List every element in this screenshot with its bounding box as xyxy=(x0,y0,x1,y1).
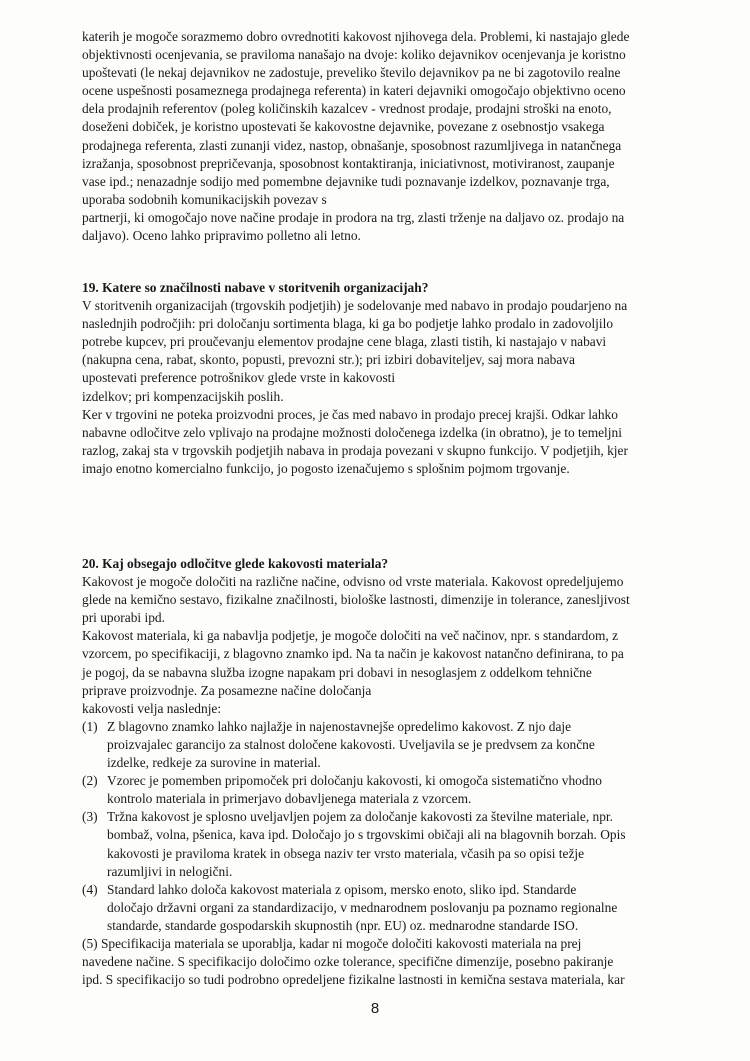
text-line: standarde, standarde gospodarskih skupnostih (npr. EU) oz. mednarodne standarde ISO. xyxy=(107,917,579,933)
text-line: potrebe kupcev, pri proučevanju elementov prodajne cene blaga, zlasti tistih, ki nastajajo v nabavi xyxy=(82,334,607,350)
list-item xyxy=(82,718,682,772)
list-number: (2) xyxy=(82,773,98,789)
text-line: uporaba sodobnih komunikacijskih povezav s xyxy=(82,191,327,207)
text-line: Standard lahko določa kakovost materiala z opisom, mersko enoto, sliko ipd. Standarde xyxy=(107,881,577,897)
text-line: pri uporabi ipd. xyxy=(82,610,165,626)
text-line: (nakupna cena, rabat, skonto, popusti, prevozni str.); pri izbiri dobaviteljev, saj mora nabava xyxy=(82,352,575,368)
text-line: Vzorec je pomemben pripomoček pri določanju kakovosti, ki omogoča sistematično vhodno xyxy=(107,773,602,789)
text-line: objektivnosti ocenjevania, se praviloma nanašajo na dvoje: koliko dejavnikov ocenjevanja je koristno xyxy=(82,47,626,63)
text-line: Kakovost je mogoče določiti na različne načine, odvisno od vrste materiala. Kakovost opredeljujemo xyxy=(82,574,624,590)
text-line: ocene uspešnosti posameznega prodajnega referenta) in kateri dejavniki omogočajo objektivno oceno xyxy=(82,83,626,99)
text-line: Tržna kakovost je splosno uveljavljen pojem za določanje kakovosti za številne materiale, npr. xyxy=(107,809,613,825)
section-heading: 19. Katere so značilnosti nabave v storitvenih organizacijah? xyxy=(82,280,429,295)
text-line: izražanja, sposobnost prepričevanja, sposobnost kontaktiranja, iniciativnost, motiviranost, zaupanje xyxy=(82,155,615,171)
text-line: izdelke, redkeje za surovine in material. xyxy=(107,755,321,771)
text-line: razumljivi in nelogični. xyxy=(107,863,233,879)
text-line: priprave proizvodnje. Za posamezne načine določanja xyxy=(82,682,372,698)
list-item-first-line xyxy=(82,718,682,736)
text-line: glede na kemično sestavo, fizikalne značilnosti, biološke lastnosti, dimenzije in tolerance, zanesljivost xyxy=(82,592,630,608)
text-line: razlog, zakaj sta v trgovskih podjetjih nabava in prodaja povezani v skupno funkcijo. V podjetjih, kjer xyxy=(82,442,628,458)
text-line: V storitvenih organizacijah (trgovskih podjetjih) je sodelovanje med nabavo in prodajo poudarjeno na xyxy=(82,298,628,314)
list-number: (3) xyxy=(82,809,98,825)
section-heading: 20. Kaj obsegajo odločitve glede kakovosti materiala? xyxy=(82,556,389,571)
text-line: doseženi dobiček, je koristno upostevati še kakovostne dejavnike, povezane z osebnostjo vsakega xyxy=(82,119,605,135)
text-line: proizvajalec garancijo za stalnost določene kakovosti. Uveljavila se je predvsem za končne xyxy=(107,736,595,752)
text-line: (5) Specifikacija materiala se uporablja, kadar ni mogoče določiti kakovosti materiala na prej xyxy=(82,935,582,951)
text-line: katerih je mogoče sorazmemo dobro ovrednotiti kakovost njihovega dela. Problemi, ki nastajajo glede xyxy=(82,29,630,44)
list-item-first-line xyxy=(82,772,682,790)
section-20 xyxy=(82,555,682,989)
text-line: partnerji, ki omogočajo nove načine prodaje in prodora na trg, zlasti trženje na daljavo oz. prodajo na xyxy=(82,209,625,225)
text-line: ipd. S specifikacijo so tudi podrobno opredeljene fizikalne lastnosti in kemična sestava materiala, kar xyxy=(82,972,625,988)
text-line: prodajnega referenta, zlasti zunanji videz, nastop, obnašanje, sposobnost razumljivega in natančnega xyxy=(82,137,622,153)
list-item xyxy=(82,881,682,935)
list-number: (4) xyxy=(82,881,98,897)
text-line: navedene načine. S specifikacijo določimo ozke tolerance, specifične dimenzije, posebno pakiranje xyxy=(82,954,614,970)
text-line: dela prodajnih referentov (poleg količinskih kazalcev - vrednost prodaje, prodajni stroški na enoto, xyxy=(82,101,612,117)
page-number: 8 xyxy=(370,1000,380,1017)
text-line: naslednjih področjih: pri določanju sortimenta blaga, ki ga bo podjetje lahko prodalo in zadovoljilo xyxy=(82,316,614,332)
text-line: imajo enotno komercialno funkcijo, jo pogosto izenačujemo s splošnim pojmom trgovanje. xyxy=(82,460,570,476)
section-19 xyxy=(82,279,682,478)
text-line: je pogoj, da se nabavna služba izogne napakam pri dobavi in nesoglasjem z oddelkom tehnične xyxy=(82,664,592,680)
text-line: kakovosti velja naslednje: xyxy=(82,700,222,716)
list-item xyxy=(82,772,682,808)
text-line: Z blagovno znamko lahko najlažje in najenostavnejše opredelimo kakovost. Z njo daje xyxy=(107,718,572,734)
text-line: kontrolo materiala in primerjavo dobavljenega materiala z vzorcem. xyxy=(107,791,472,807)
text-line: upostevati preference potrošnikov glede vrste in kakovosti xyxy=(82,370,396,386)
text-line: vzorcem, po specifikaciji, z blagovno znamko ipd. Na ta način je kakovost natančno definirana, to pa xyxy=(82,646,624,662)
text-line: določajo državni organi za standardizacijo, v mednarodnem poslovanju pa poznamo regionalne xyxy=(107,899,618,915)
intro-paragraph xyxy=(82,28,682,245)
text-line: Ker v trgovini ne poteka proizvodni proces, je čas med nabavo in prodajo precej krajši. Odkar lahko xyxy=(82,406,618,422)
list-number: (1) xyxy=(82,718,98,734)
text-line: bombaž, volna, pšenica, kava ipd. Določajo jo s trgovskimi običaji ali na blagovnih borzah. Opis xyxy=(107,827,626,843)
text-line: Kakovost materiala, ki ga nabavlja podjetje, je mogoče določiti na več načinov, npr. s standardom, z xyxy=(82,628,619,644)
text-line: nabavne odločitve zelo vplivajo na prodajne možnosti določenega izdelka (in obratno), je to temeljni xyxy=(82,424,622,440)
text-line: kakovosti je praviloma kratek in obsega naziv ter vrsto materiala, včasih pa so opisi težje xyxy=(107,845,585,861)
list-item xyxy=(82,808,682,880)
text-line: vase ipd.; nenazadnje sodijo med pomembne dejavnike tudi poznavanje izdelkov, poznavanje trga, xyxy=(82,173,610,189)
text-line: izdelkov; pri kompenzacijskih poslih. xyxy=(82,388,284,404)
list-item-first-line xyxy=(82,881,682,899)
text-line: daljavo). Oceno lahko pripravimo polletno ali letno. xyxy=(82,228,361,244)
text-line: upoštevati (le nekaj dejavnikov ne zadostuje, preveliko število dejavnikov pa ne bi zagotovilo realne xyxy=(82,65,621,81)
list-item-first-line xyxy=(82,808,682,826)
